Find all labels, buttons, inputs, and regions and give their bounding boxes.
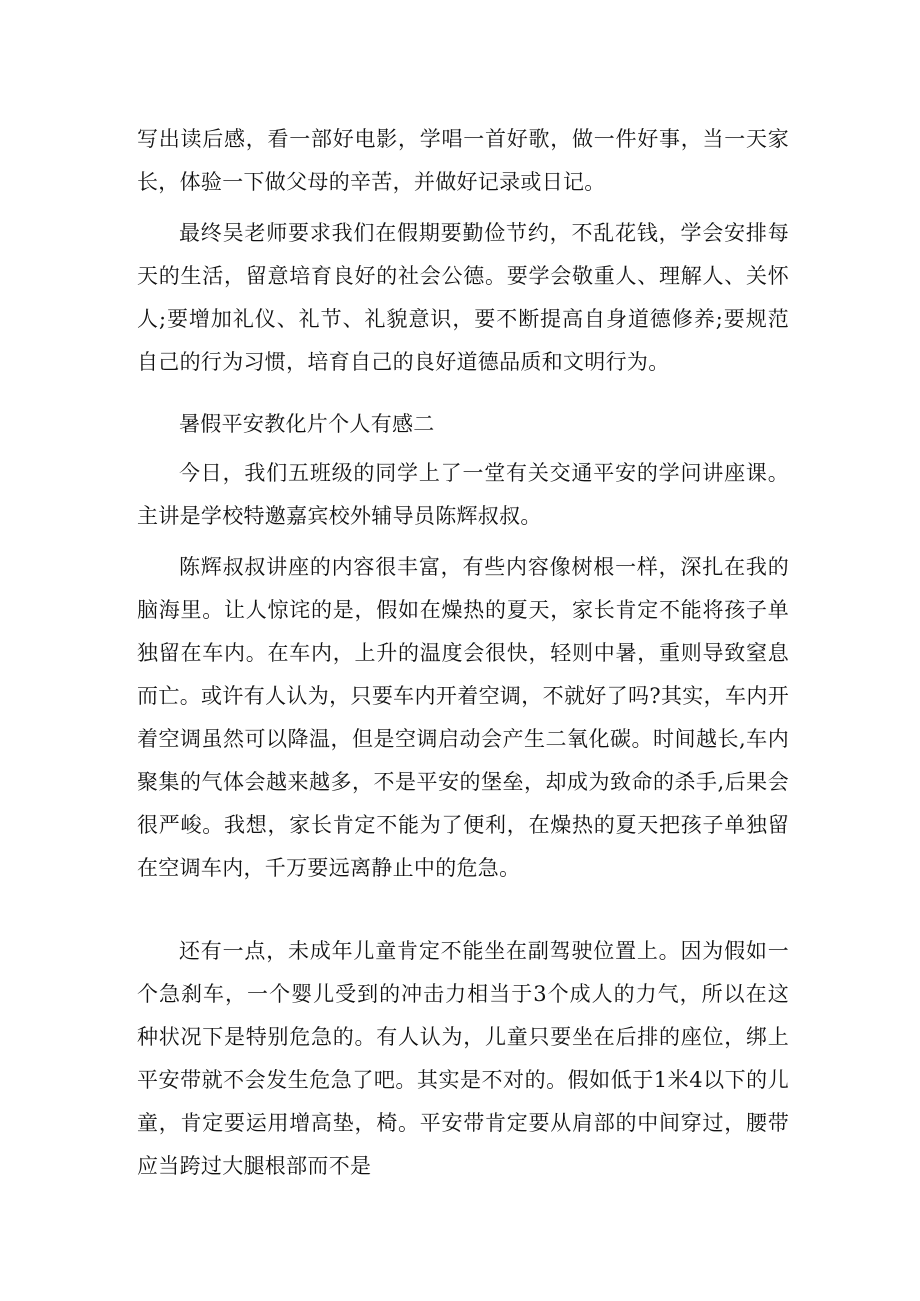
paragraph-2: 最终吴老师要求我们在假期要勤俭节约，不乱花钱，学会安排每天的生活，留意培育良好的社会公德。要学会敬重人、理解人、关怀人;要增加礼仪、礼节、礼貌意识，要不断提高自身道德修养;要规范自己的行为习惯，培育自己的良好道德品质和文明行为。 [137,221,789,374]
paragraph-4: 陈辉叔叔讲座的内容很丰富，有些内容像树根一样，深扎在我的脑海里。让人惊诧的是，假如在燥热的夏天，家长肯定不能将孩子单独留在车内。在车内，上升的温度会很快，轻则中暑，重则导致窒息而亡。或许有人认为，只要车内开着空调，不就好了吗?其实，车内开着空调虽然可以降温，但是空调启动会产生二氧化碳。时间越长,车内聚集的气体会越来越多，不是平安的堡垒，却成为致命的杀手,后果会很严峻。我想，家长肯定不能为了便利，在燥热的夏天把孩子单独留在空调车内，千万要远离静止中的危急。 [137,555,789,880]
paragraph-1: 写出读后感，看一部好电影，学唱一首好歌，做一件好事，当一天家长，体验一下做父母的辛苦，并做好记录或日记。 [137,127,789,194]
paragraph-3: 今日，我们五班级的同学上了一堂有关交通平安的学问讲座课。主讲是学校特邀嘉宾校外辅导员陈辉叔叔。 [137,461,789,528]
paragraph-5: 还有一点，未成年儿童肯定不能坐在副驾驶位置上。因为假如一个急刹车，一个婴儿受到的冲击力相当于3个成人的力气，所以在这种状况下是特别危急的。有人认为，儿童只要坐在后排的座位，绑上平安带就不会发生危急了吧。其实是不对的。假如低于1米4以下的儿童，肯定要运用增高垫，椅。平安带肯定要从肩部的中间穿过，腰带应当跨过大腿根部而不是 [137,939,789,1178]
section-heading: 暑假平安教化片个人有感二 [179,412,435,436]
